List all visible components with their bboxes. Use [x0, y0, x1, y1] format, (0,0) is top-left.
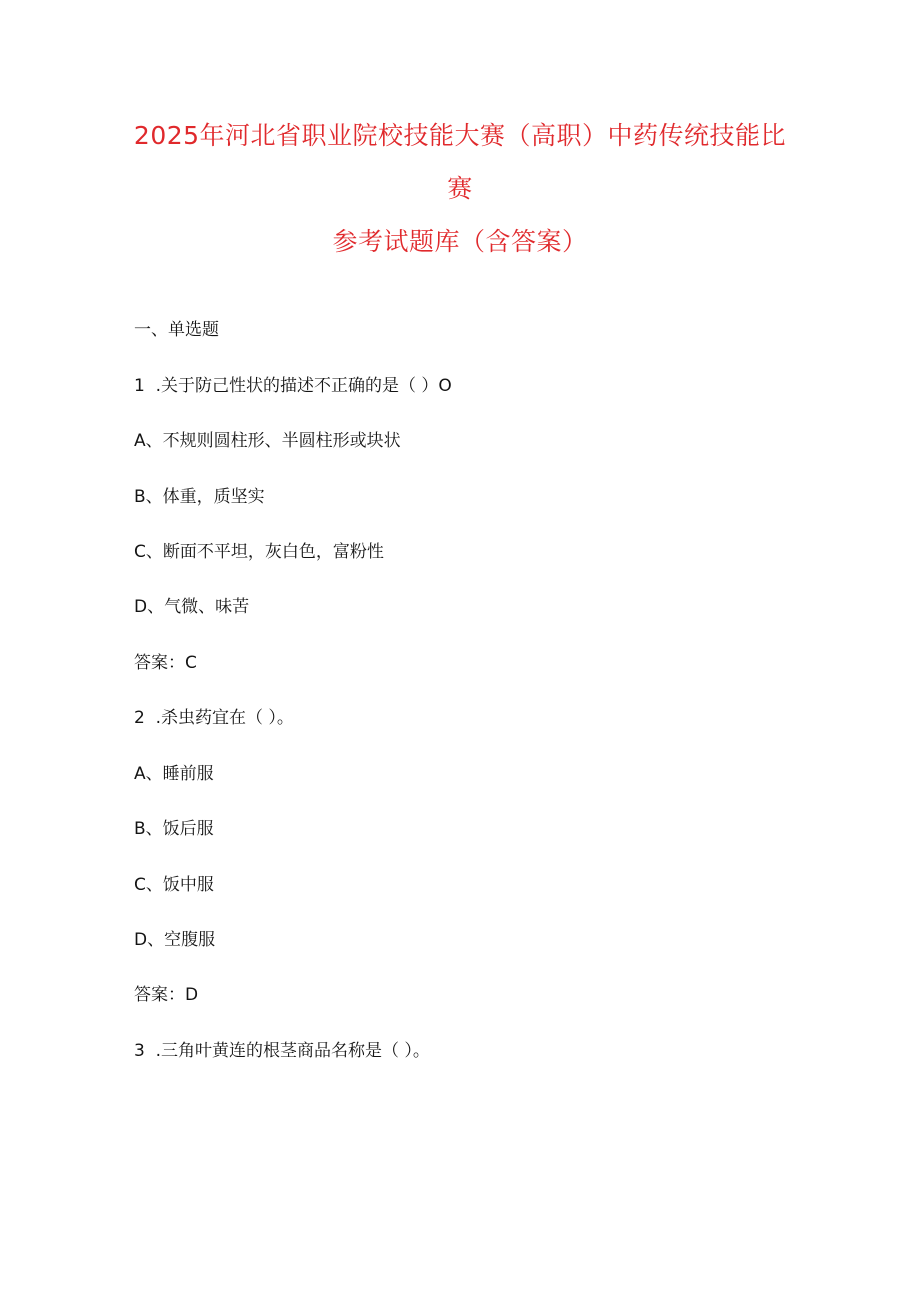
question-1-option-b: B、体重，质坚实 [134, 487, 265, 507]
question-2-stem: 2 .杀虫药宜在（ ）。 [134, 708, 294, 728]
document-subtitle: 参考试题库（含答案） [332, 227, 588, 256]
question-2-option-a: A、睡前服 [134, 764, 214, 784]
document-title-line-1: 2025年河北省职业院校技能大赛（高职）中药传统技能比 [133, 121, 787, 150]
question-3-stem: 3 .三角叶黄连的根茎商品名称是（ ）。 [134, 1041, 430, 1061]
question-2-option-b: B、饭后服 [134, 819, 214, 839]
question-1-answer: 答案：C [134, 653, 197, 673]
question-1-option-c: C、断面不平坦，灰白色，富粉性 [134, 542, 384, 562]
question-1-option-a: A、不规则圆柱形、半圆柱形或块状 [134, 431, 401, 451]
question-2-option-c: C、饭中服 [134, 875, 214, 895]
question-2-answer: 答案：D [134, 985, 199, 1005]
section-heading: 一、单选题 [134, 320, 219, 340]
document-title-line-2: 赛 [447, 174, 473, 203]
question-2-option-d: D、空腹服 [134, 930, 216, 950]
question-1-option-d: D、气微、味苦 [134, 597, 250, 617]
question-1-stem: 1 .关于防己性状的描述不正确的是（ ）O [134, 376, 452, 396]
